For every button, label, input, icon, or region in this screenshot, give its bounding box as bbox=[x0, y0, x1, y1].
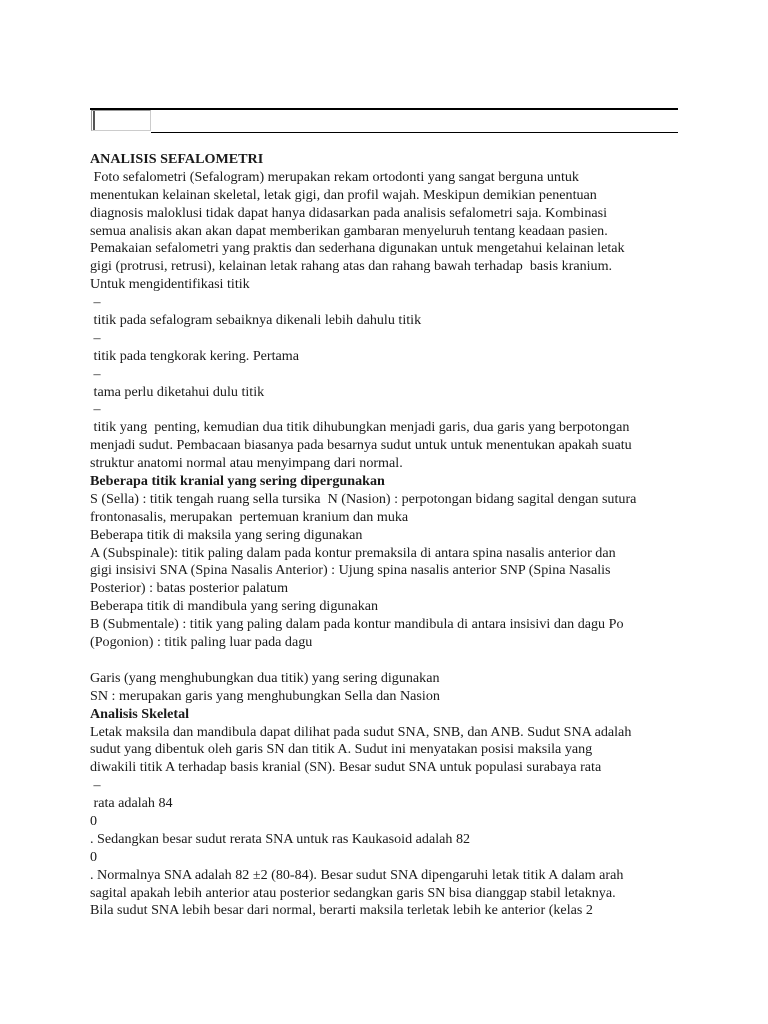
section-heading: ANALISIS SEFALOMETRI bbox=[90, 151, 264, 167]
text-line: titik yang penting, kemudian dua titik dihubungkan menjadi garis, dua garis yang berpotongan bbox=[90, 419, 630, 436]
text-line: rata adalah 84 bbox=[90, 795, 173, 812]
text-line: Letak maksila dan mandibula dapat dilihat pada sudut SNA, SNB, dan ANB. Sudut SNA adalah bbox=[90, 723, 632, 740]
text-line: – bbox=[90, 777, 101, 794]
text-line: SN : merupakan garis yang menghubungkan Sella dan Nasion bbox=[90, 687, 440, 704]
text-line: (Pogonion) : titik paling luar pada dagu bbox=[90, 634, 313, 651]
text-line: diagnosis maloklusi tidak dapat hanya didasarkan pada analisis sefalometri saja. Kombinasi bbox=[90, 204, 608, 221]
text-line: 0 bbox=[90, 812, 98, 829]
text-line: menjadi sudut. Pembacaan biasanya pada besarnya sudut untuk untuk menentukan apakah suatu bbox=[90, 437, 632, 454]
text-line: frontonasalis, merupakan pertemuan kranium dan muka bbox=[90, 508, 409, 525]
text-line: Garis (yang menghubungkan dua titik) yang sering digunakan bbox=[90, 669, 440, 686]
text-line: B (Submentale) : titik yang paling dalam pada kontur mandibula di antara insisivi dan dagu Po bbox=[90, 616, 624, 633]
text-line: Pemakaian sefalometri yang praktis dan sederhana digunakan untuk mengetahui kelainan letak bbox=[90, 240, 625, 257]
header-table-cell bbox=[91, 110, 151, 131]
text-line: menentukan kelainan skeletal, letak gigi, dan profil wajah. Meskipun demikian penentuan bbox=[90, 186, 597, 203]
text-line: gigi (protrusi, retrusi), kelainan letak rahang atas dan rahang bawah terhadap basis kranium. bbox=[90, 258, 613, 275]
section-heading: Analisis Skeletal bbox=[90, 705, 190, 722]
text-line: – bbox=[90, 365, 101, 382]
text-line: Untuk mengidentifikasi titik bbox=[90, 276, 250, 293]
header-cell-border bbox=[93, 111, 95, 130]
text-line: . Normalnya SNA adalah 82 ±2 (80-84). Besar sudut SNA dipengaruhi letak titik A dalam arah bbox=[90, 866, 624, 883]
text-line: Bila sudut SNA lebih besar dari normal, berarti maksila terletak lebih ke anterior (kelas 2 bbox=[90, 902, 593, 919]
header-rule-bottom bbox=[151, 132, 678, 133]
text-line: tama perlu diketahui dulu titik bbox=[90, 383, 265, 400]
text-line: – bbox=[90, 294, 101, 311]
blank-line bbox=[90, 652, 690, 670]
text-line: Beberapa titik di mandibula yang sering digunakan bbox=[90, 598, 379, 615]
text-line: 0 bbox=[90, 848, 98, 865]
text-line: titik pada sefalogram sebaiknya dikenali lebih dahulu titik bbox=[90, 312, 422, 329]
text-line: A (Subspinale): titik paling dalam pada kontur premaksila di antara spina nasalis anterior dan bbox=[90, 544, 616, 561]
text-line: Beberapa titik di maksila yang sering digunakan bbox=[90, 526, 363, 543]
text-line: – bbox=[90, 401, 101, 418]
text-line: sagital apakah lebih anterior atau posterior sedangkan garis SN bisa dianggap stabil letaknya. bbox=[90, 884, 616, 901]
text-line: gigi insisivi SNA (Spina Nasalis Anterior) : Ujung spina nasalis anterior SNP (Spina Nasalis bbox=[90, 562, 611, 579]
document-body bbox=[90, 151, 690, 920]
text-line: Foto sefalometri (Sefalogram) merupakan rekam ortodonti yang sangat berguna untuk bbox=[90, 168, 579, 185]
text-line: Posterior) : batas posterior palatum bbox=[90, 580, 289, 597]
text-line: struktur anatomi normal atau menyimpang dari normal. bbox=[90, 455, 403, 472]
text-line: titik pada tengkorak kering. Pertama bbox=[90, 347, 299, 364]
section-heading: Beberapa titik kranial yang sering dipergunakan bbox=[90, 473, 385, 490]
header-rule-top bbox=[90, 108, 678, 110]
text-line: – bbox=[90, 329, 101, 346]
text-line: . Sedangkan besar sudut rerata SNA untuk ras Kaukasoid adalah 82 bbox=[90, 830, 471, 847]
text-line: semua analisis akan akan dapat memberikan gambaran menyeluruh tentang keadaan pasien. bbox=[90, 222, 608, 239]
text-line: S (Sella) : titik tengah ruang sella tursika N (Nasion) : perpotongan bidang sagital dengan sutura bbox=[90, 490, 637, 507]
text-line: sudut yang dibentuk oleh garis SN dan titik A. Sudut ini menyatakan posisi maksila yang bbox=[90, 741, 593, 758]
text-line: diwakili titik A terhadap basis kranial (SN). Besar sudut SNA untuk populasi surabaya rata bbox=[90, 759, 602, 776]
